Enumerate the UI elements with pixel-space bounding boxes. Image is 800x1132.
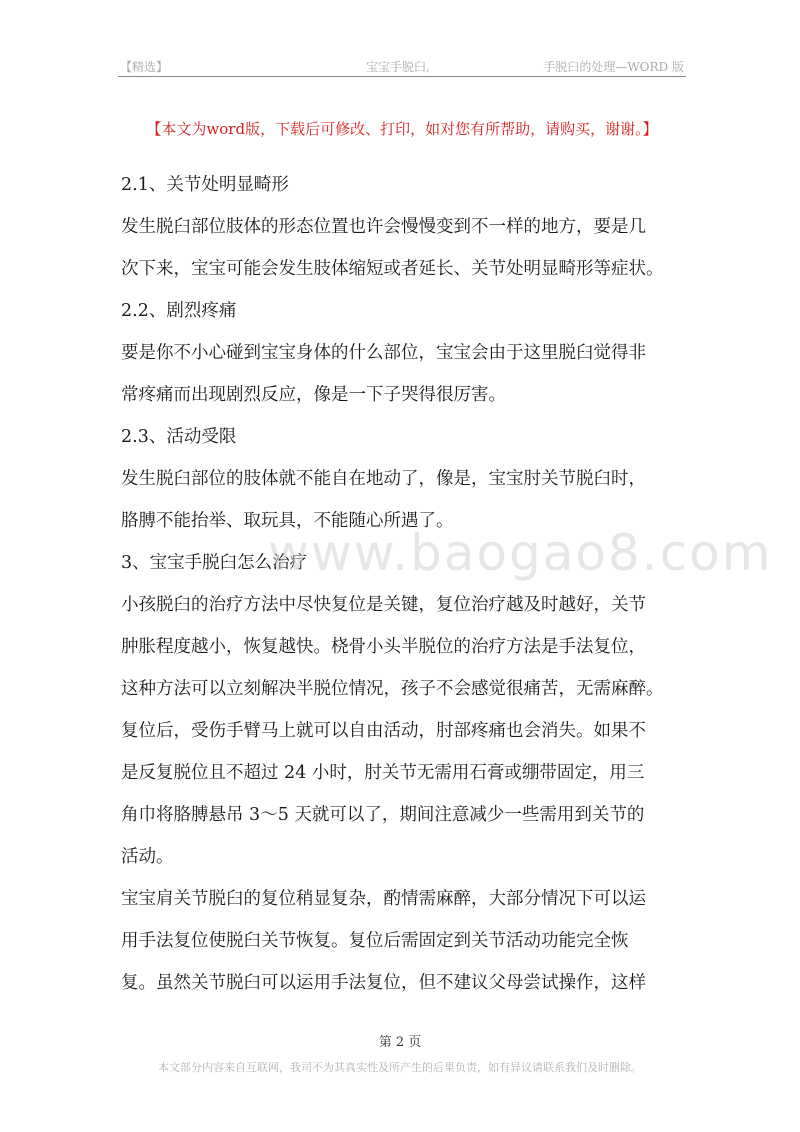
body-line: 肿胀程度越小，恢复越快。桡骨小头半脱位的治疗方法是手法复位，: [121, 637, 646, 657]
header-rule: [118, 76, 686, 77]
header-middle-text: 宝宝手脱臼,: [366, 60, 430, 74]
page-number: 第 2 页: [378, 1035, 422, 1050]
header-left-text: 【精选】: [120, 60, 169, 74]
body-line: 活动。: [121, 847, 174, 867]
body-line: 宝宝肩关节脱臼的复位稍显复杂，酌情需麻醉，大部分情况下可以运: [121, 889, 646, 909]
body-line: 发生脱臼部位肢体的形态位置也许会慢慢变到不一样的地方，要是几: [121, 217, 646, 237]
header-right-text: 手脱臼的处理—WORD 版: [543, 60, 684, 74]
heading-3: 3、宝宝手脱臼怎么治疗: [121, 553, 308, 573]
body-line: 发生脱臼部位的肢体就不能自在地动了，像是，宝宝肘关节脱臼时，: [121, 469, 646, 489]
page-header: [118, 56, 686, 76]
body-line: 小孩脱臼的治疗方法中尽快复位是关键，复位治疗越及时越好，关节: [121, 595, 646, 615]
heading-2-2: 2.2、剧烈疼痛: [121, 301, 237, 321]
document-body: [121, 164, 687, 1004]
body-line: 用手法复位使脱臼关节恢复。复位后需固定到关节活动功能完全恢: [121, 931, 629, 951]
body-line: 角巾将胳膊悬吊 3～5 天就可以了，期间注意减少一些需用到关节的: [121, 805, 645, 825]
body-line: 常疼痛而出现剧烈反应，像是一下子哭得很厉害。: [121, 385, 506, 405]
footer-disclaimer: 本文部分内容来自互联网，我司不为其真实性及所产生的后果负责，如有异议请联系我们及时删除。: [158, 1061, 642, 1074]
body-line: 这种方法可以立刻解决半脱位情况，孩子不会感觉很痛苦，无需麻醉。: [121, 679, 664, 699]
heading-2-1: 2.1、关节处明显畸形: [121, 175, 289, 195]
watermark-text: www.baogao8.com: [268, 524, 773, 582]
body-line: 次下来，宝宝可能会发生肢体缩短或者延长、关节处明显畸形等症状。: [121, 259, 664, 279]
body-line: 复位后，受伤手臂马上就可以自由活动，肘部疼痛也会消失。如果不: [121, 721, 646, 741]
body-line: 复。虽然关节脱臼可以运用手法复位，但不建议父母尝试操作，这样: [121, 973, 646, 993]
notice-text: 【本文为word版，下载后可修改、打印，如对您有所帮助，请购买，谢谢。】: [146, 120, 658, 138]
body-line: 要是你不小心碰到宝宝身体的什么部位，宝宝会由于这里脱臼觉得非: [121, 343, 646, 363]
heading-2-3: 2.3、活动受限: [121, 427, 237, 447]
body-line: 胳膊不能抬举、取玩具，不能随心所遇了。: [121, 511, 454, 531]
body-line: 是反复脱位且不超过 24 小时，肘关节无需用石膏或绷带固定，用三: [121, 763, 645, 783]
